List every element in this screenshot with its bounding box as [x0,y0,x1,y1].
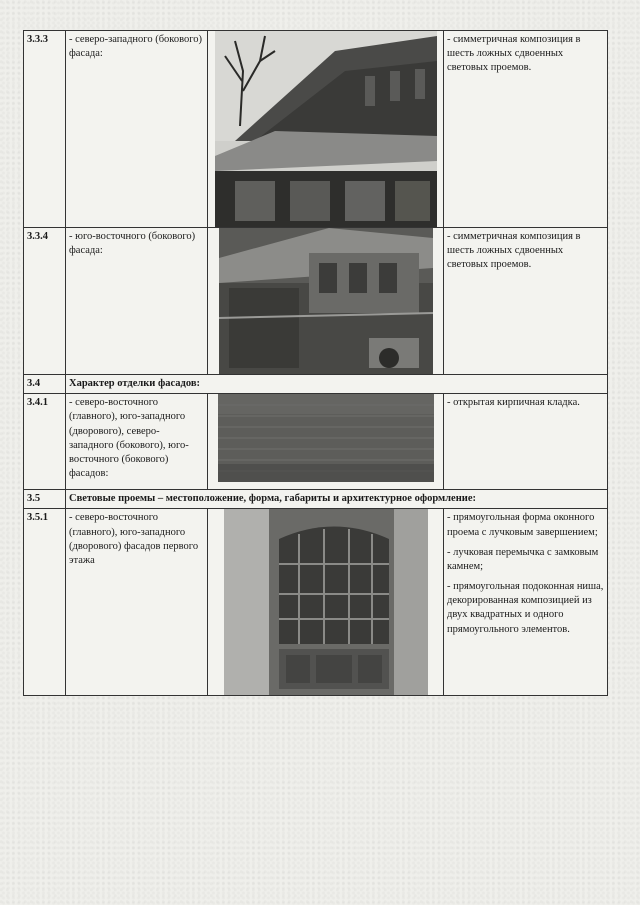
window-photo [224,509,428,695]
photo-cell [208,509,444,696]
brick-masonry-photo [218,394,434,482]
description-line: - симметричная композиция в шесть ложных сдвоенных световых проемов. [447,34,581,74]
description-line: - открытая кирпичная кладка. [447,397,580,409]
row-description [444,228,608,375]
row-description [444,31,608,228]
table-row [24,31,608,228]
table-row [24,394,608,490]
row-number: 3.4.1 [24,394,66,490]
row-description [444,509,608,696]
section-number: 3.4 [24,375,66,394]
facade-photo-northwest [215,31,437,227]
section-title: Световые проемы – местоположение, форма, габариты и архитектурное оформление: [66,490,608,509]
description-line: - прямоугольная подоконная ниша, декорированная композицией из двух квадратных и одного прямоугольного элементов. [447,581,604,635]
row-name: - юго-восточного (бокового) фасада: [66,228,208,375]
description-line: - лучковая перемычка с замковым камнем; [447,546,599,572]
photo-cell [208,228,444,375]
section-header-row [24,375,608,394]
table-row [24,228,608,375]
description-line: - симметричная композиция в шесть ложных сдвоенных световых проемов. [447,231,581,271]
section-title: Характер отделки фасадов: [66,375,608,394]
facade-photo-southeast [219,228,433,374]
table-row [24,509,608,696]
row-number: 3.5.1 [24,509,66,696]
section-header-row [24,490,608,509]
description-table [23,30,608,696]
row-number: 3.3.3 [24,31,66,228]
row-name: - северо-восточного (главного), юго-западного (дворового), северо-западного (бокового), юго-восточного (бокового) фасадов: [66,394,208,490]
photo-cell [208,31,444,228]
description-line: - прямоугольная форма оконного проема с лучковым завершением; [447,512,598,538]
photo-cell [208,394,444,490]
row-description [444,394,608,490]
row-name: - северо-западного (бокового) фасада: [66,31,208,228]
row-number: 3.3.4 [24,228,66,375]
section-number: 3.5 [24,490,66,509]
row-name: - северо-восточного (главного), юго-западного (дворового) фасадов первого этажа [66,509,208,696]
